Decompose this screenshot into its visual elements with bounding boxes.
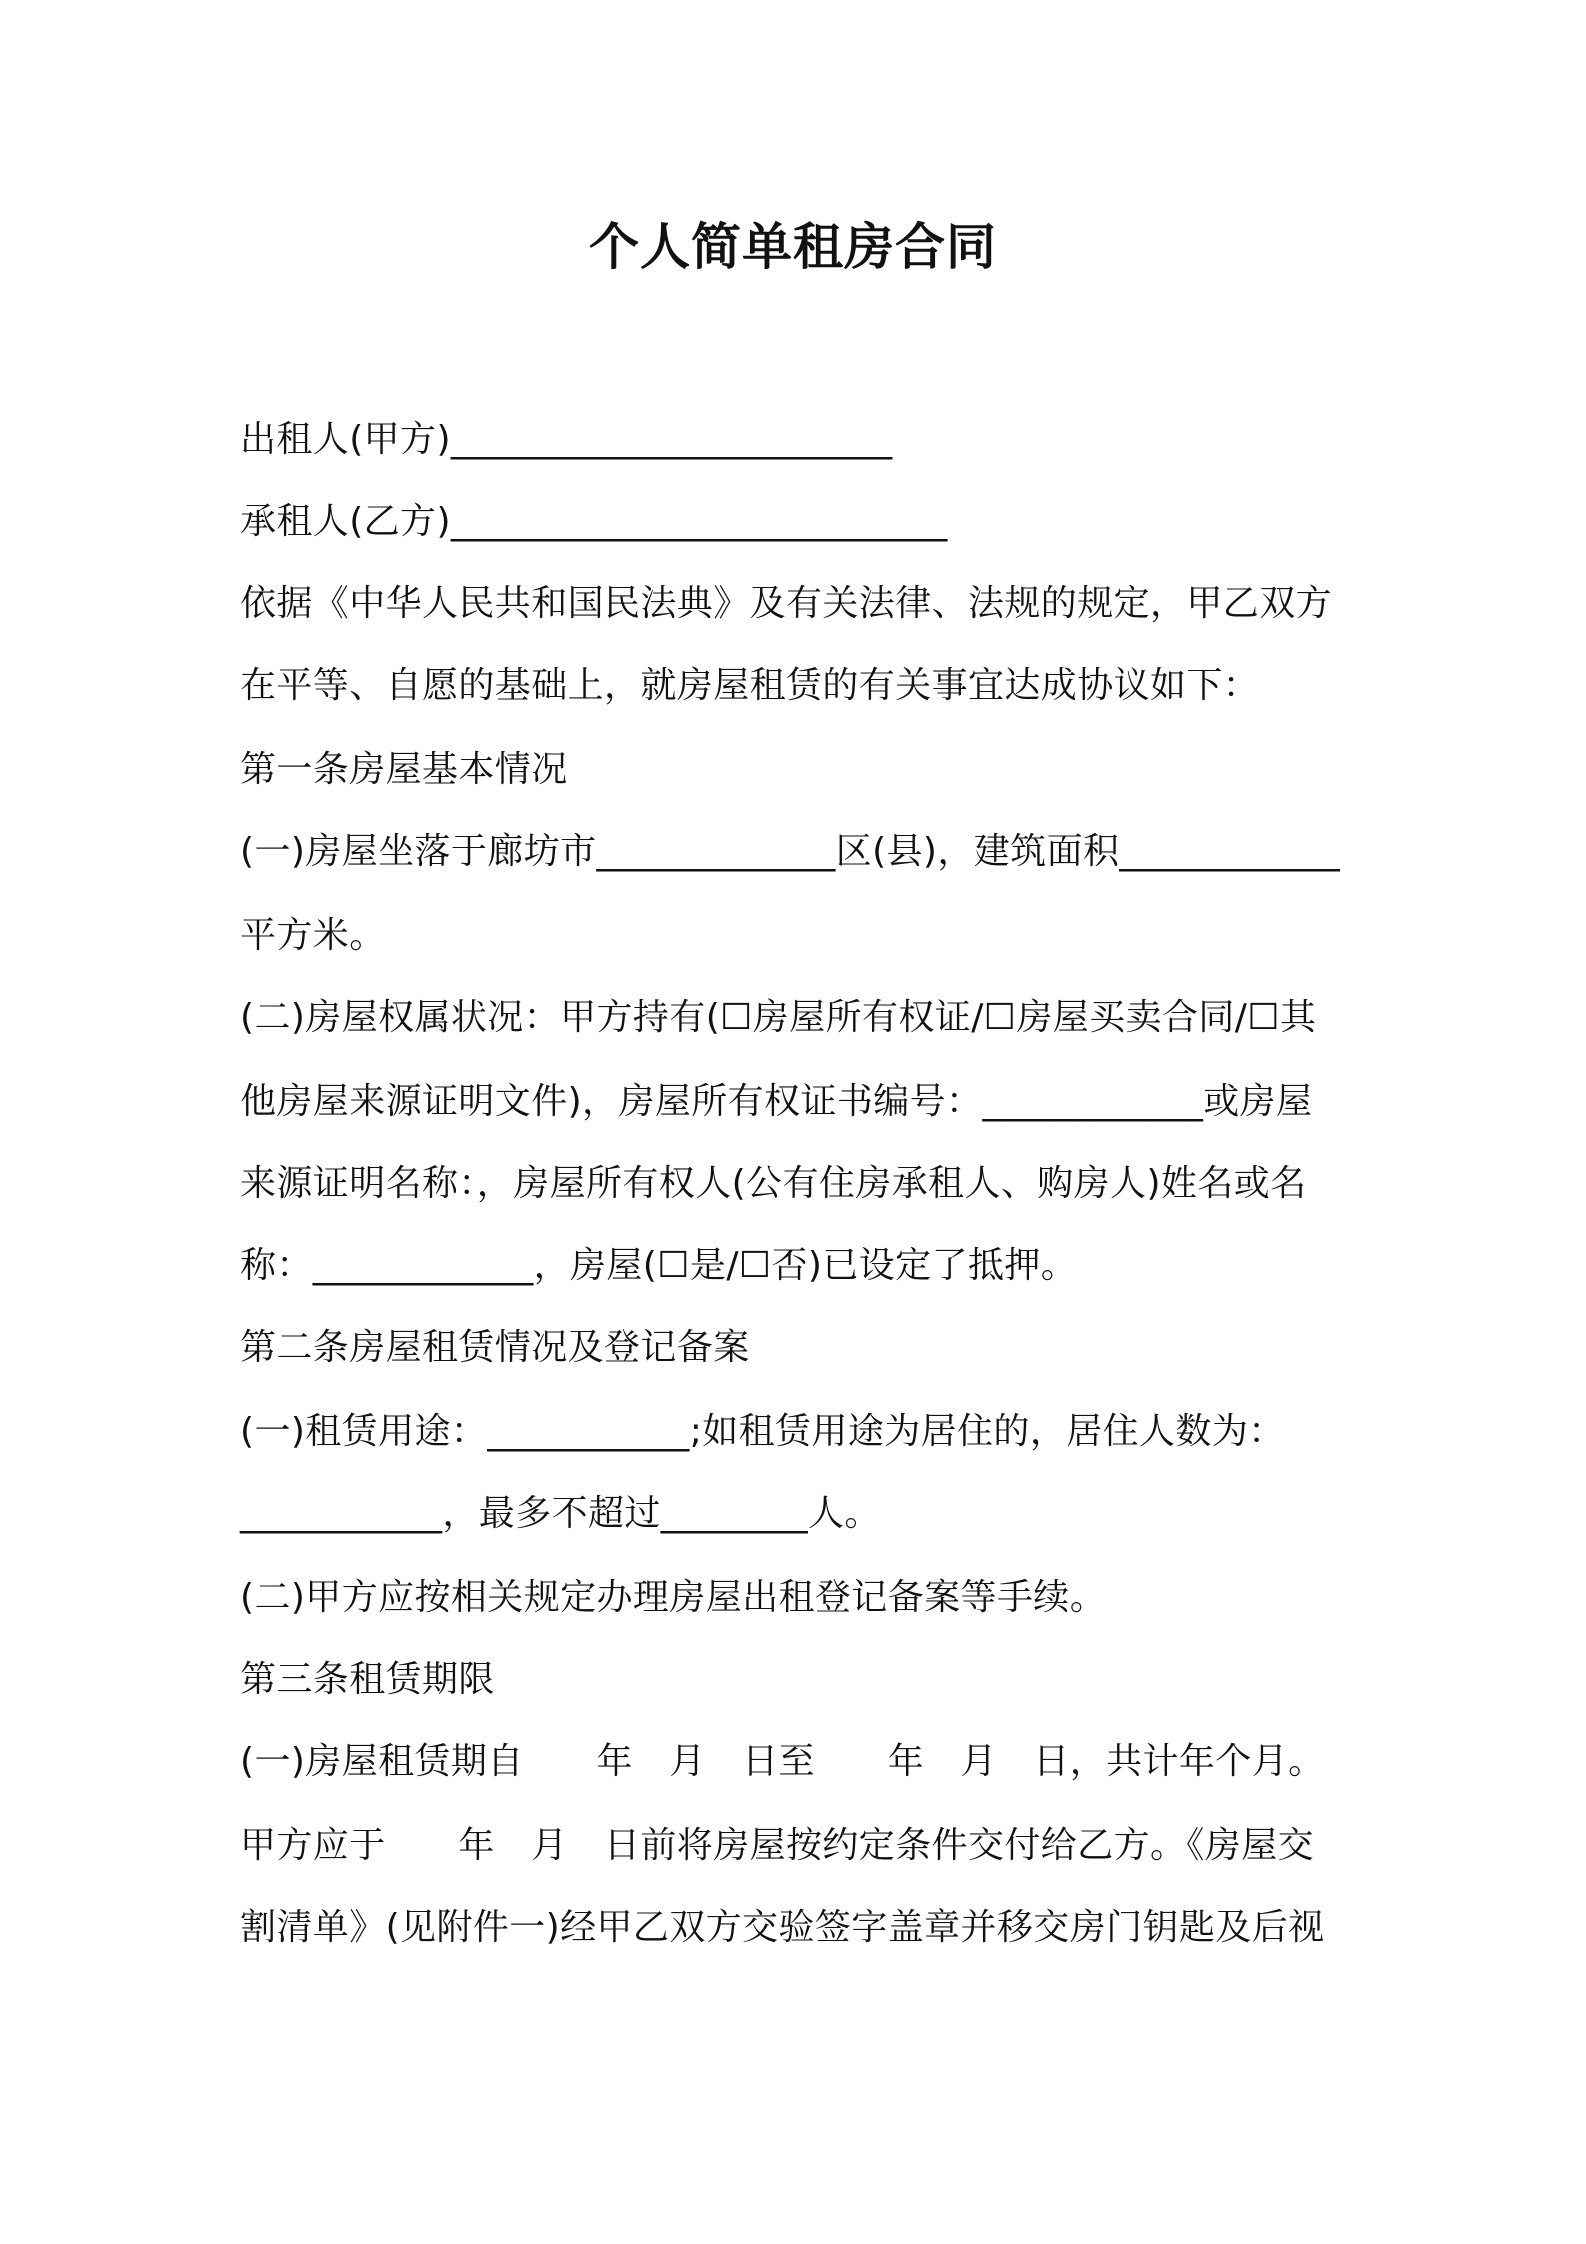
article-1-clause-2-line-2: 他房屋来源证明文件)，房屋所有权证书编号：____________或房屋	[240, 1081, 1313, 1122]
article-1-clause-1-line-1: (一)房屋坐落于廊坊市_____________区(县)，建筑面积____________	[240, 831, 1341, 872]
article-3-heading: 第三条租赁期限	[240, 1659, 495, 1700]
article-3-clause-1-line-1: (一)房屋租赁期自 年 月 日至 年 月 日，共计年个月。	[240, 1741, 1325, 1782]
article-3-clause-1-line-2: 甲方应于 年 月 日前将房屋按约定条件交付给乙方。《房屋交	[240, 1825, 1315, 1866]
article-2-clause-1-line-2: ___________，最多不超过________人。	[240, 1493, 881, 1534]
article-2-clause-2: (二)甲方应按相关规定办理房屋出租登记备案等手续。	[240, 1577, 1107, 1618]
article-1-clause-1-line-2: 平方米。	[240, 915, 386, 956]
preamble-line-2: 在平等、自愿的基础上，就房屋租赁的有关事宜达成协议如下：	[240, 665, 1260, 706]
article-2-heading: 第二条房屋租赁情况及登记备案	[240, 1327, 750, 1368]
page-title: 个人简单租房合同	[589, 218, 997, 276]
article-2-clause-1-line-1: (一)租赁用途：___________;如租赁用途为居住的，居住人数为：	[240, 1411, 1285, 1452]
article-3-clause-1-line-3: 割清单》(见附件一)经甲乙双方交验签字盖章并移交房门钥匙及后视	[240, 1907, 1325, 1948]
preamble-line-1: 依据《中华人民共和国民法典》及有关法律、法规的规定，甲乙双方	[240, 583, 1333, 624]
article-1-clause-2-line-3: 来源证明名称：，房屋所有权人(公有住房承租人、购房人)姓名或名	[240, 1163, 1307, 1204]
lessor-line: 出租人(甲方)________________________	[240, 419, 893, 460]
article-1-heading: 第一条房屋基本情况	[240, 749, 568, 790]
article-1-clause-2-line-4: 称：____________，房屋(☐是/☐否)已设定了抵押。	[240, 1245, 1078, 1286]
lessee-line: 承租人(乙方)___________________________	[240, 501, 948, 542]
article-1-clause-2-line-1: (二)房屋权属状况：甲方持有(☐房屋所有权证/☐房屋买卖合同/☐其	[240, 997, 1317, 1038]
